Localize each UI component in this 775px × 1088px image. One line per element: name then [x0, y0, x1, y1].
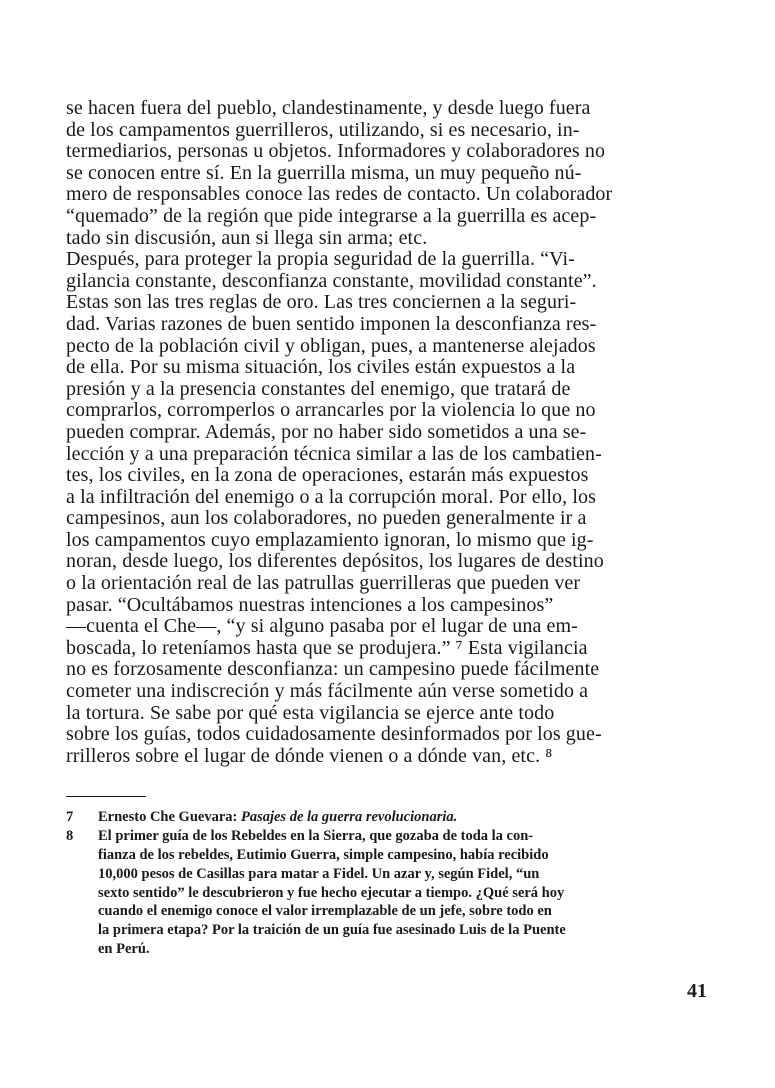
text-line: mero de responsables conoce las redes de contacto. Un colaborador	[66, 183, 613, 206]
text-line: tes, los civiles, en la zona de operaciones, estarán más expuestos	[66, 464, 589, 487]
footnote-8-line: la primera etapa? Por la traición de un guía fue asesinado Luis de la Puente	[98, 922, 566, 939]
footnotes	[66, 808, 708, 959]
text-line: presión y a la presencia constantes del enemigo, que tratará de	[66, 377, 571, 400]
text-line: termediarios, personas u objetos. Informadores y colaboradores no	[66, 140, 606, 163]
footnote-8-line: 10,000 pesos de Casillas para matar a Fidel. Un azar y, según Fidel, “un	[98, 865, 540, 882]
footnote-8-line	[66, 827, 708, 846]
text-line: comprarlos, corromperlos o arrancarles por la violencia lo que no	[66, 399, 596, 422]
footnote-8-line: fianza de los rebeldes, Eutimio Guerra, simple campesino, había recibido	[98, 846, 549, 863]
text-line: gilancia constante, desconfianza constante, movilidad constante”.	[66, 269, 597, 292]
footnote-7	[66, 808, 708, 827]
main-text	[66, 98, 708, 767]
text-line: no es forzosamente desconfianza: un campesino puede fácilmente	[66, 658, 600, 681]
text-line: se conocen entre sí. En la guerrilla misma, un muy pequeño nú-	[66, 161, 582, 184]
text-line: pasar. “Ocultábamos nuestras intenciones a los campesinos”	[66, 593, 554, 616]
text-line: los campamentos cuyo emplazamiento ignoran, lo mismo que ig-	[66, 528, 594, 551]
footnote-number: 7	[66, 809, 74, 825]
text-line: campesinos, aun los colaboradores, no pueden generalmente ir a	[66, 507, 587, 530]
text-line: noran, desde luego, los diferentes depósitos, los lugares de destino	[66, 550, 604, 573]
text-line: cometer una indiscreción y más fácilmente aún verse sometido a	[66, 680, 589, 703]
text-line: tado sin discusión, aun si llega sin arma; etc.	[66, 226, 428, 249]
text-line: lección y a una preparación técnica similar a las de los cambatien-	[66, 442, 602, 465]
text-line: —cuenta el Che—, “y si alguno pasaba por el lugar de una em-	[66, 615, 578, 638]
text-line: de ella. Por su misma situación, los civiles están expuestos a la	[66, 356, 576, 379]
text-line: la tortura. Se sabe por qué esta vigilancia se ejerce ante todo	[66, 701, 555, 724]
text-line: o la orientación real de las patrullas guerrilleras que pueden ver	[66, 572, 581, 595]
text-line: boscada, lo reteníamos hasta que se produjera.” ⁷ Esta vigilancia	[66, 636, 588, 659]
footnote-8-line: sexto sentido” le descubrieron y fue hecho ejecutar a tiempo. ¿Qué será hoy	[98, 884, 565, 901]
footnote-text: El primer guía de los Rebeldes en la Sierra, que gozaba de toda la con-	[98, 827, 534, 844]
footnote-number: 8	[66, 827, 74, 844]
text-line: “quemado” de la región que pide integrarse a la guerrilla es acep-	[66, 204, 597, 227]
text-line: a la infiltración del enemigo o a la corrupción moral. Por ello, los	[66, 485, 596, 508]
footnote-divider	[66, 796, 146, 797]
text-line: pecto de la población civil y obligan, pues, a mantenerse alejados	[66, 334, 596, 357]
footnote-author: Ernesto Che Guevara:	[98, 809, 238, 825]
text-line: Después, para proteger la propia seguridad de la guerrilla. “Vi-	[66, 248, 575, 271]
text-line: Estas son las tres reglas de oro. Las tres conciernen a la seguri-	[66, 291, 577, 314]
footnote-title: Pasajes de la guerra revolucionaria.	[240, 809, 458, 825]
text-line: sobre los guías, todos cuidadosamente desinformados por los gue-	[66, 723, 602, 746]
text-line: de los campamentos guerrilleros, utilizando, si es necesario, in-	[66, 118, 580, 141]
text-line: rrilleros sobre el lugar de dónde vienen o a dónde van, etc. ⁸	[66, 744, 553, 767]
text-line: se hacen fuera del pueblo, clandestinamente, y desde luego fuera	[66, 97, 591, 119]
page-number: 41	[687, 980, 707, 1002]
text-line: dad. Varias razones de buen sentido imponen la desconfianza res-	[66, 312, 597, 335]
footnote-8-line: cuando el enemigo conoce el valor irremplazable de un jefe, sobre todo en	[98, 903, 552, 920]
text-line: pueden comprar. Además, por no haber sido sometidos a una se-	[66, 420, 587, 443]
footnote-8-line: en Perú.	[98, 941, 150, 958]
